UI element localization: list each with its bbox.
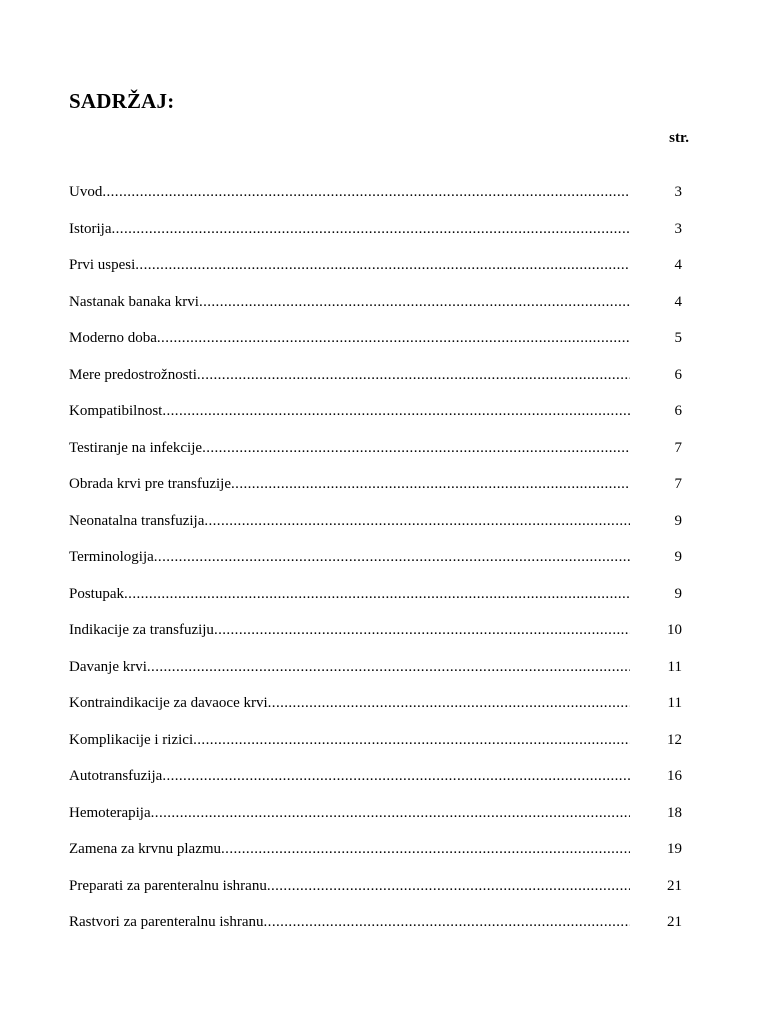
toc-entry-page: 4 bbox=[674, 293, 682, 310]
toc-entry bbox=[69, 182, 689, 219]
toc-entry-label: Kontraindikacije za davaoce krvi ..... bbox=[69, 693, 630, 713]
toc-entry bbox=[69, 474, 689, 511]
toc-entry bbox=[69, 511, 689, 548]
toc-entry bbox=[69, 803, 689, 840]
toc-entry-page: 11 bbox=[667, 695, 682, 711]
toc-entry-label: Terminologija ..... bbox=[69, 547, 630, 567]
toc-entry-page: 18 bbox=[667, 804, 682, 821]
toc-entry-page: 10 bbox=[667, 622, 682, 638]
toc-entry bbox=[69, 912, 689, 949]
toc-entry-label: Zamena za krvnu plazmu ..... bbox=[69, 839, 630, 859]
toc-entry-page: 11 bbox=[667, 658, 682, 675]
toc-entry-label: Testiranje na infekcije ..... bbox=[69, 438, 630, 458]
toc-entry-label: Nastanak banaka krvi ..... bbox=[69, 292, 630, 312]
toc-entry bbox=[69, 438, 689, 475]
toc-entry-page: 7 bbox=[674, 476, 682, 492]
toc-entry-page: 21 bbox=[667, 877, 682, 894]
toc-entry-page: 6 bbox=[674, 403, 682, 419]
toc-entry bbox=[69, 547, 689, 584]
toc-entry-page: 9 bbox=[674, 512, 682, 529]
toc-entry-label: Moderno doba ..... bbox=[69, 328, 630, 348]
toc-entry-page: 3 bbox=[674, 184, 682, 200]
toc-entry-label: Prvi uspesi ..... bbox=[69, 255, 630, 275]
toc-entry-label: Mere predostrožnosti ..... bbox=[69, 365, 630, 385]
toc-entry-page: 7 bbox=[674, 439, 682, 456]
toc-entry bbox=[69, 839, 689, 876]
toc-entry bbox=[69, 328, 689, 365]
toc-entry bbox=[69, 584, 689, 621]
toc-entry bbox=[69, 876, 689, 913]
toc-entry-label: Uvod ..... bbox=[69, 182, 630, 202]
toc-entry-page: 19 bbox=[667, 841, 682, 857]
toc-entry-page: 4 bbox=[674, 257, 682, 273]
toc-entry-label: Istorija ..... bbox=[69, 219, 630, 239]
toc-entry bbox=[69, 401, 689, 438]
toc-entry-page: 5 bbox=[674, 330, 682, 346]
toc-entry-page: 21 bbox=[667, 914, 682, 930]
toc-entry-label: Indikacije za transfuziju ..... bbox=[69, 620, 630, 640]
toc-entry-label: Postupak ..... bbox=[69, 584, 630, 604]
page-column-label: str. bbox=[669, 130, 689, 146]
table-of-contents bbox=[69, 182, 689, 949]
toc-entry bbox=[69, 693, 689, 730]
toc-entry-label: Davanje krvi ..... bbox=[69, 657, 630, 677]
toc-entry bbox=[69, 620, 689, 657]
toc-entry bbox=[69, 730, 689, 767]
toc-entry-page: 9 bbox=[674, 549, 682, 565]
toc-entry-label: Komplikacije i rizici ..... bbox=[69, 730, 630, 750]
toc-entry bbox=[69, 766, 689, 803]
toc-entry bbox=[69, 292, 689, 329]
toc-entry bbox=[69, 657, 689, 694]
toc-entry-label: Kompatibilnost ..... bbox=[69, 401, 630, 421]
toc-entry-page: 16 bbox=[667, 768, 682, 784]
toc-entry-label: Obrada krvi pre transfuzije ..... bbox=[69, 474, 630, 494]
toc-entry bbox=[69, 219, 689, 256]
toc-entry-label: Rastvori za parenteralnu ishranu ..... bbox=[69, 912, 630, 932]
toc-entry-label: Autotransfuzija ..... bbox=[69, 766, 630, 786]
page-title: SADRŽAJ: bbox=[69, 89, 175, 113]
toc-entry bbox=[69, 365, 689, 402]
toc-entry-label: Neonatalna transfuzija ..... bbox=[69, 511, 630, 531]
toc-entry-label: Preparati za parenteralnu ishranu ..... bbox=[69, 876, 630, 896]
toc-entry-page: 12 bbox=[667, 731, 682, 748]
toc-entry-page: 9 bbox=[674, 585, 682, 602]
toc-entry-page: 3 bbox=[674, 220, 682, 237]
toc-entry-label: Hemoterapija ..... bbox=[69, 803, 630, 823]
toc-entry-page: 6 bbox=[674, 366, 682, 383]
toc-entry bbox=[69, 255, 689, 292]
